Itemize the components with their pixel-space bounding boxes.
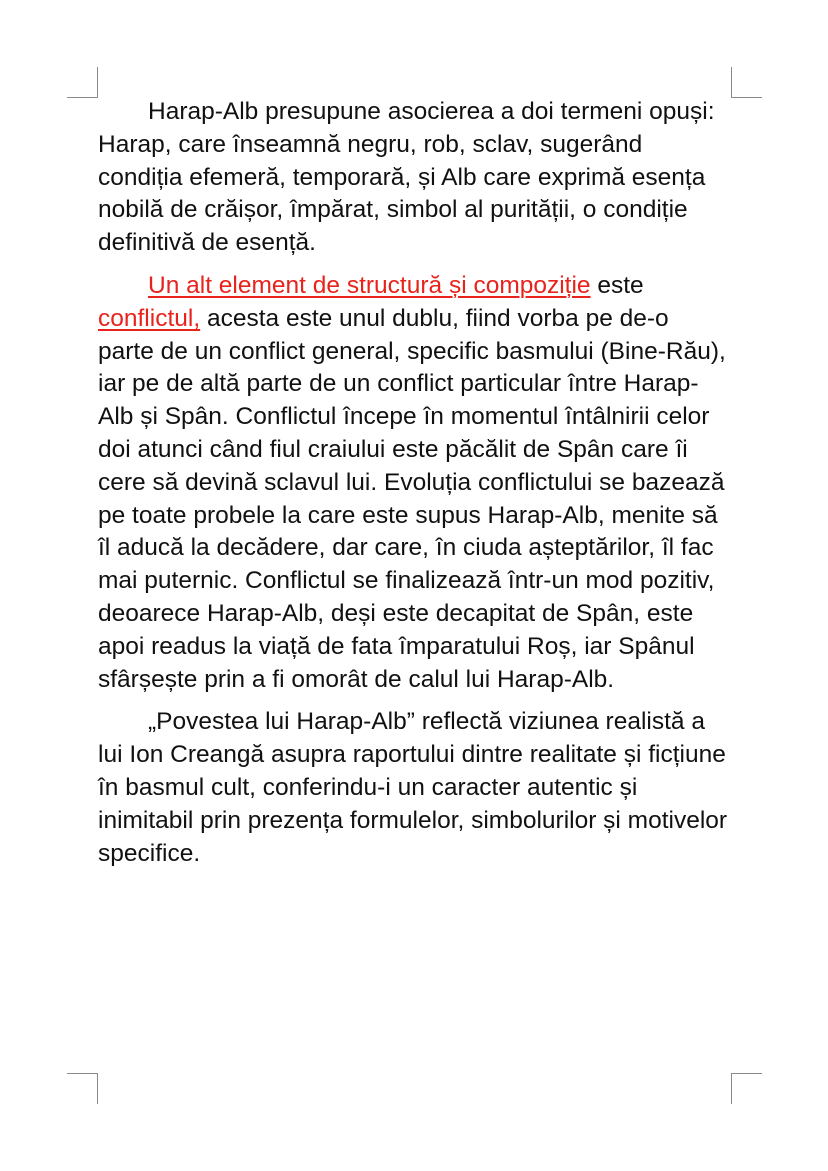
paragraph-2 <box>98 270 730 696</box>
highlighted-word-conflict: conflictul, <box>98 304 201 332</box>
paragraph-3 <box>98 706 730 870</box>
document-body <box>98 96 730 880</box>
paragraph-1-text: Harap-Alb presupune asocierea a doi termeni opuși: Harap, care înseamnă negru, rob, sclav, sugerând condiția efemeră, temporară, și Alb care exprimă esența nobilă de crăișor, împărat, simbol al purității, o condiție definitivă de esență. <box>98 98 715 257</box>
crop-mark-bottom-left <box>67 1073 98 1104</box>
paragraph-1 <box>98 96 730 260</box>
crop-mark-top-right <box>731 67 762 98</box>
highlighted-phrase-structure: Un alt element de structură și compoziție <box>148 271 591 299</box>
crop-mark-bottom-right <box>731 1073 762 1104</box>
paragraph-2-text-part-2: acesta este unul dublu, fiind vorba pe de-o parte de un conflict general, specific basmului (Bine-Rău), iar pe de altă parte de un conflict particular între Harap-Alb și Spân. Conflictul începe în momentul întâlnirii celor doi atunci când fiul craiului este păcălit de Spân care îi cere să devină sclavul lui. Evoluția conflictului se bazează pe toate probele la care este supus Harap-Alb, menite să îl aducă la decădere, dar care, în ciuda așteptărilor, îl fac mai puternic. Conflictul se finalizează într-un mod pozitiv, deoarece Harap-Alb, deși este decapitat de Spân, este apoi readus la viață de fata împaratului Roș, iar Spânul sfârșește prin a fi omorât de calul lui Harap-Alb. <box>98 304 726 693</box>
crop-mark-top-left <box>67 67 98 98</box>
paragraph-3-text: „Povestea lui Harap-Alb” reflectă viziunea realistă a lui Ion Creangă asupra raportului dintre realitate și ficțiune în basmul cult, conferindu-i un caracter autentic și inimitabil prin prezența formulelor, simbolurilor și motivelor specifice. <box>98 708 728 867</box>
paragraph-2-text-part-1: este <box>590 271 644 299</box>
